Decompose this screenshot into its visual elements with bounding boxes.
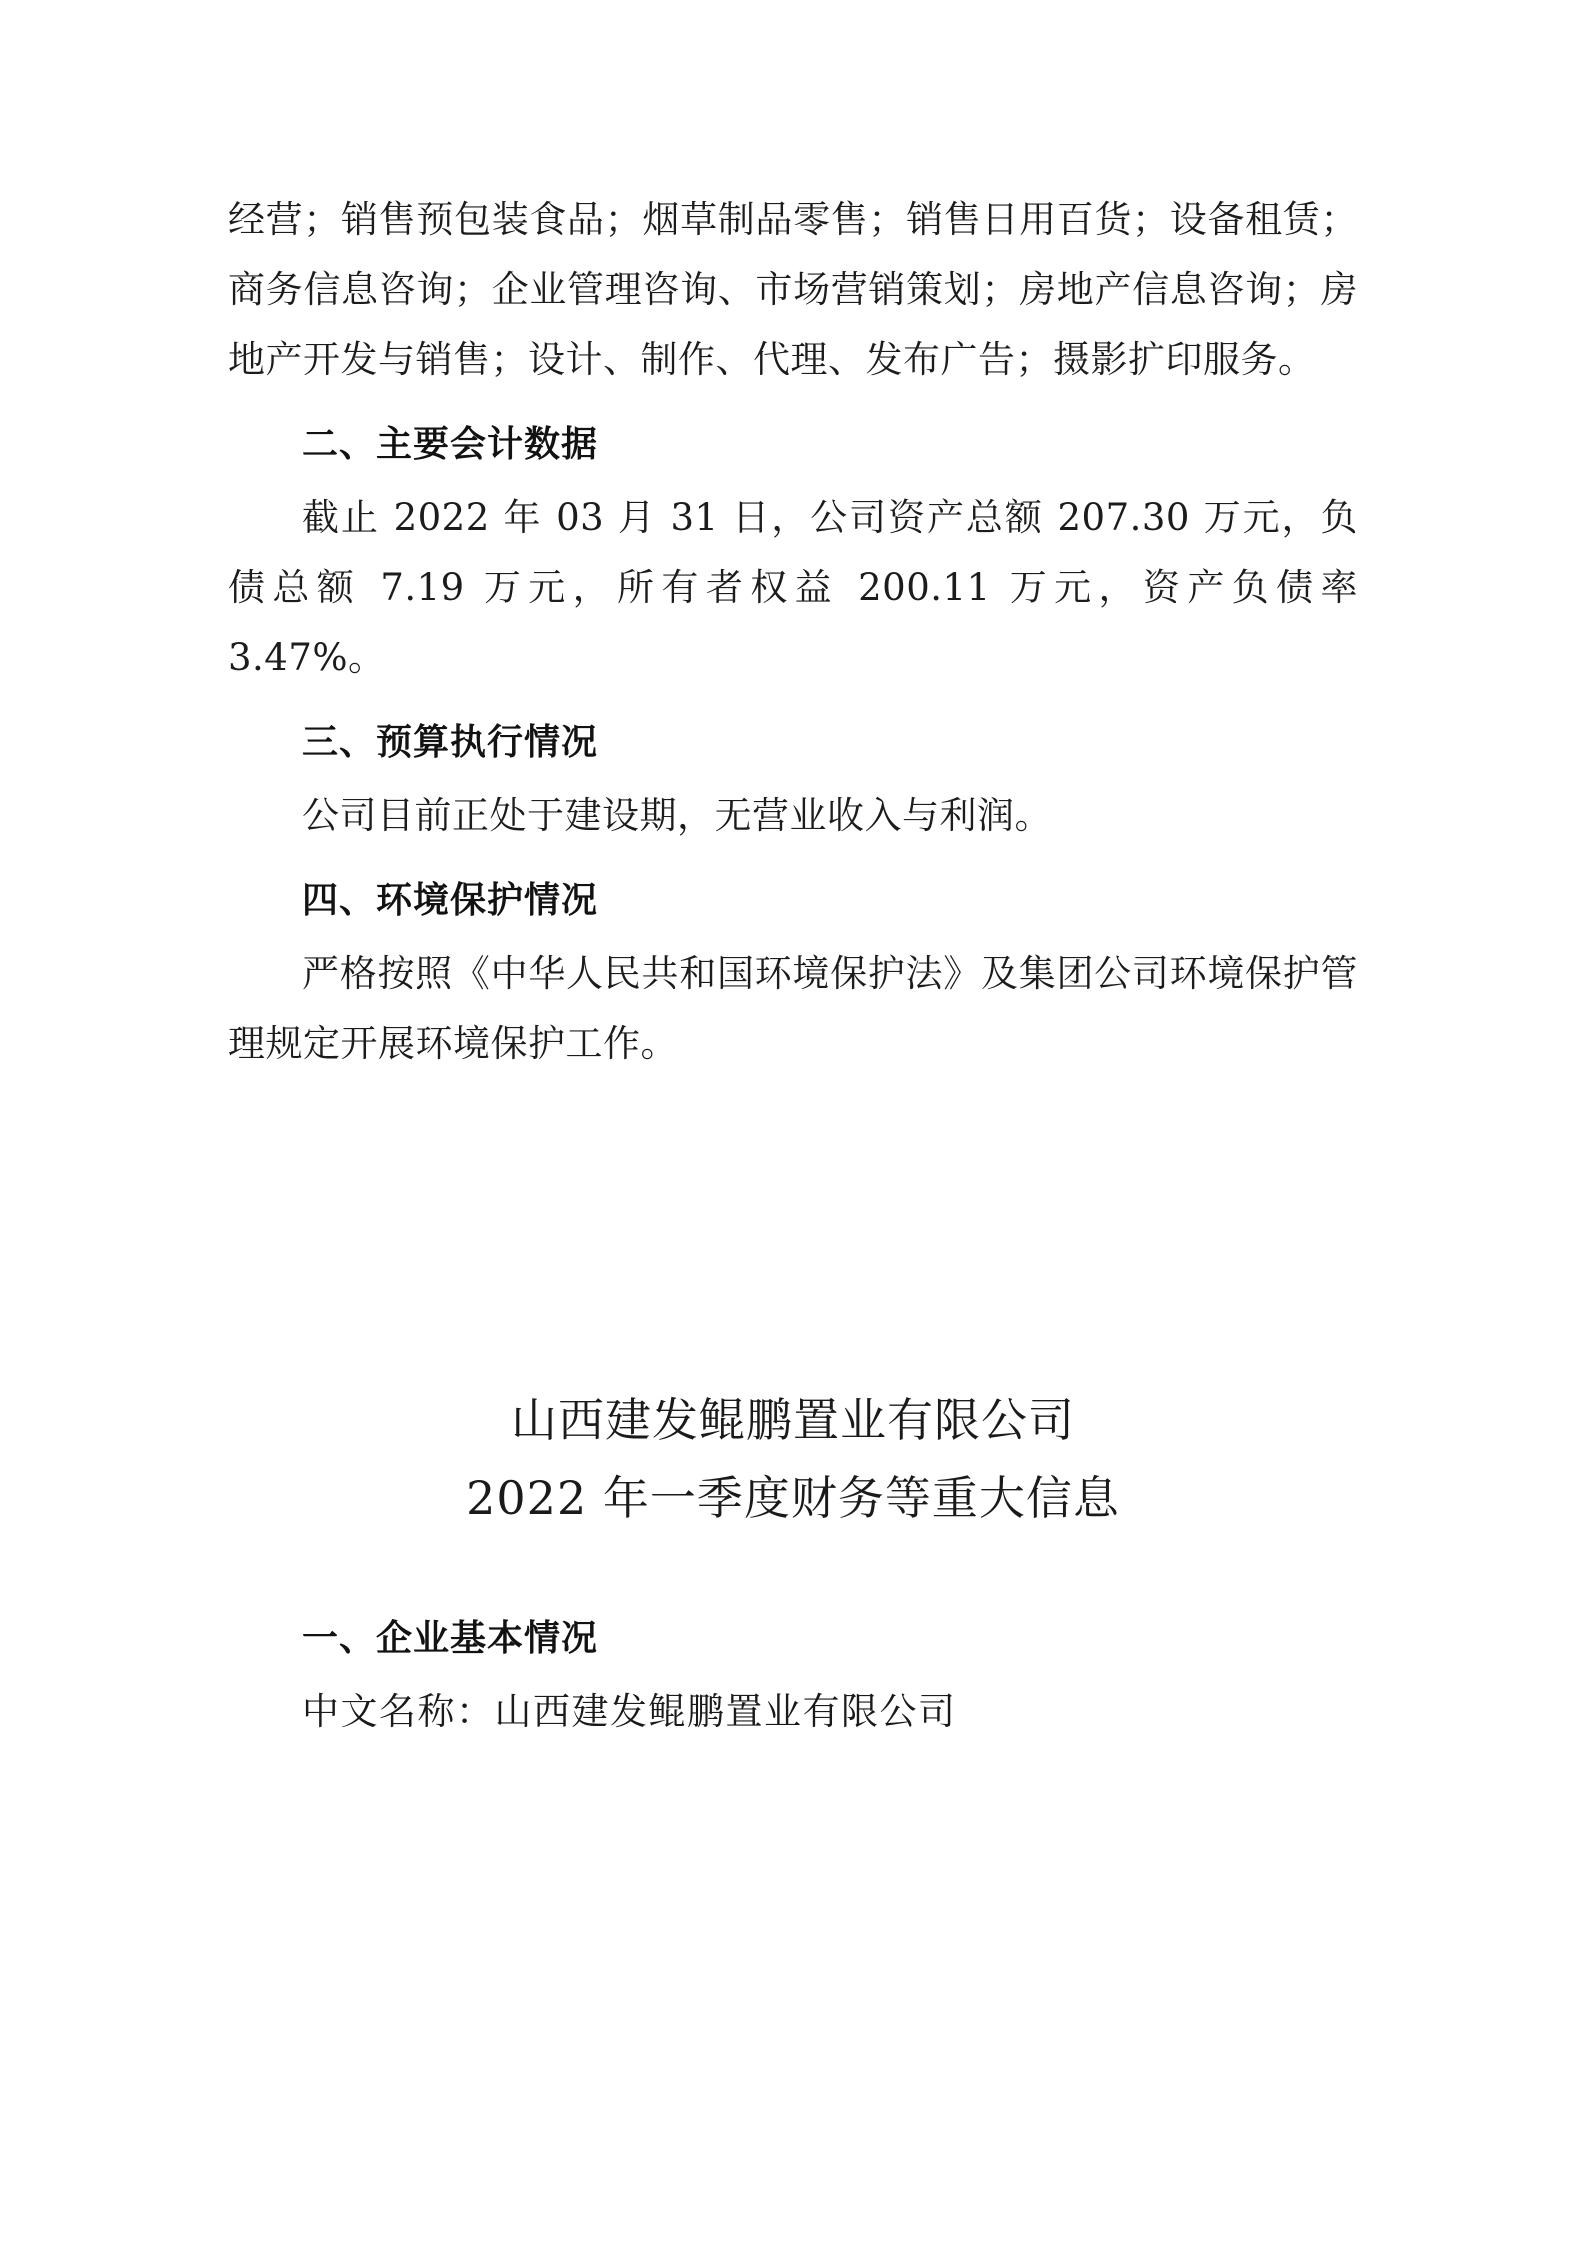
section-paragraph-environmental-protection: 严格按照《中华人民共和国环境保护法》及集团公司环境保护管理规定开展环境保护工作。: [228, 952, 1358, 1065]
section-spacer: [228, 1081, 1358, 1381]
next-report-title-line1: 山西建发鲲鹏置业有限公司: [511, 1393, 1075, 1447]
section-heading-budget-execution: 三、预算执行情况: [302, 722, 599, 763]
page-content: [228, 185, 1358, 1747]
section-paragraph-accounting-data: 截止 2022 年 03 月 31 日，公司资产总额 207.30 万元，负债总额 7.19 万元，所有者权益 200.11 万元，资产负债率 3.47%。: [228, 496, 1358, 679]
title-gap: [228, 1537, 1358, 1589]
continued-business-scope-paragraph: 经营；销售预包装食品；烟草制品零售；销售日用百货；设备租赁；商务信息咨询；企业管理咨询、市场营销策划；房地产信息咨询；房地产开发与销售；设计、制作、代理、发布广告；摄影扩印服务。: [228, 198, 1358, 381]
section-heading-company-basic-info: 一、企业基本情况: [302, 1618, 599, 1659]
company-chinese-name-line: 中文名称：山西建发鲲鹏置业有限公司: [302, 1690, 957, 1733]
section-paragraph-budget-execution: 公司目前正处于建设期，无营业收入与利润。: [302, 794, 1052, 837]
section-heading-accounting-data: 二、主要会计数据: [302, 424, 599, 465]
next-report-title: [228, 1381, 1358, 1537]
section-heading-environmental-protection: 四、环境保护情况: [302, 880, 599, 921]
next-report-title-line2: 2022 年一季度财务等重大信息: [466, 1471, 1120, 1525]
